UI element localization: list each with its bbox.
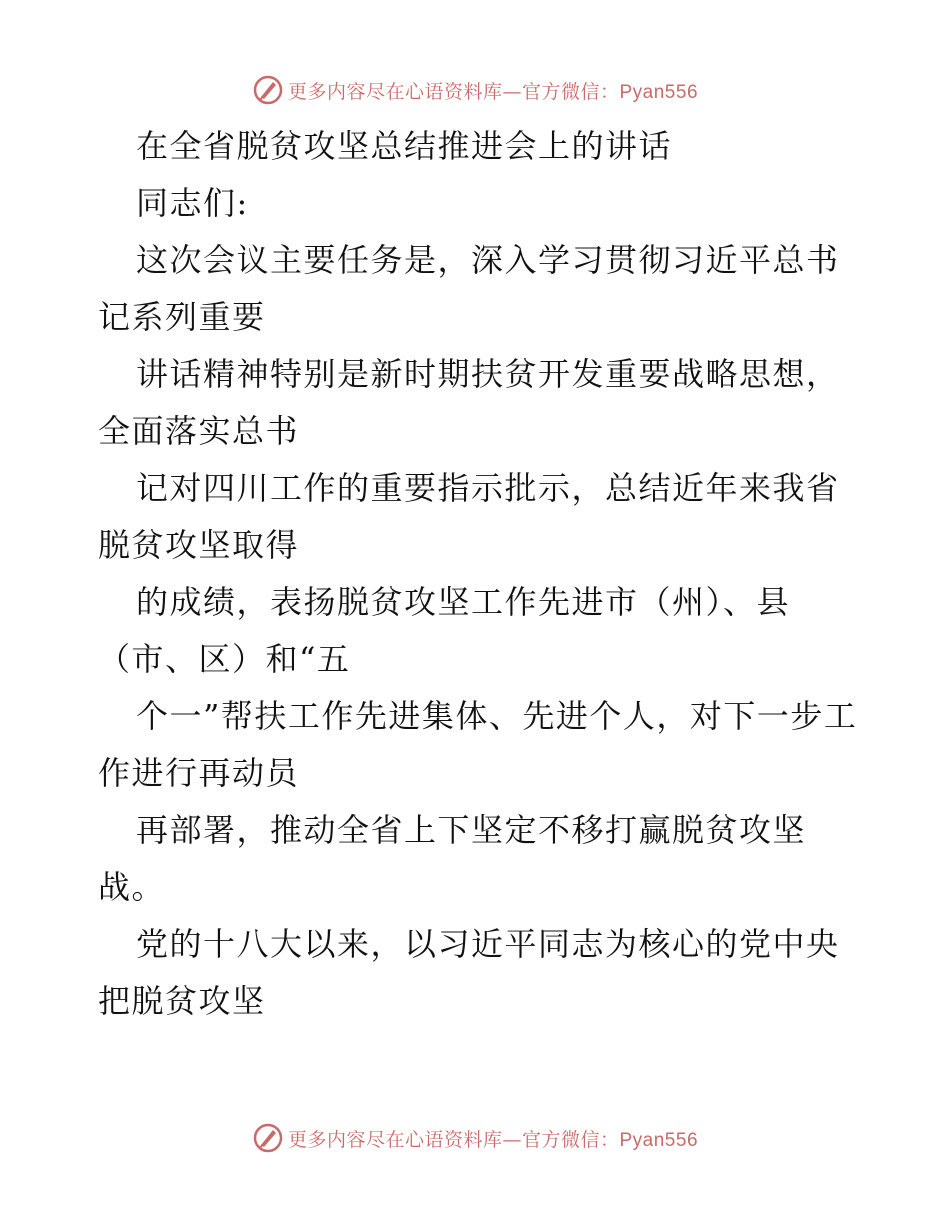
paragraph: 再部署，推动全省上下坚定不移打赢脱贫攻坚战。 — [98, 811, 807, 906]
document-body — [98, 118, 858, 1030]
paragraph: 的成绩，表扬脱贫攻坚工作先进市（州）、县（市、区）和“五 — [98, 583, 791, 678]
watermark-text — [288, 77, 698, 104]
header-watermark — [0, 70, 950, 110]
watermark-site-text: 更多内容尽在心语资料库 — [287, 80, 503, 103]
watermark-wechat-label: 官方微信： — [521, 1128, 620, 1151]
salutation: 同志们: — [136, 184, 249, 222]
watermark-text — [288, 1125, 698, 1152]
watermark-wechat-id: Pyan556 — [619, 81, 699, 103]
watermark-dash: — — [502, 1128, 522, 1151]
paragraph: 讲话精神特别是新时期扶贫开发重要战略思想，全面落实总书 — [98, 355, 840, 450]
document-title: 在全省脱贫攻坚总结推进会上的讲话 — [136, 127, 673, 165]
watermark-dash: — — [502, 80, 522, 103]
paragraph: 个一”帮扶工作先进集体、先进个人，对下一步工作进行再动员 — [98, 697, 858, 792]
paragraph: 这次会议主要任务是，深入学习贯彻习近平总书记系列重要 — [98, 241, 840, 336]
watermark-wechat-label: 官方微信： — [521, 80, 620, 103]
paragraph: 记对四川工作的重要指示批示，总结近年来我省脱贫攻坚取得 — [98, 469, 840, 564]
footer-watermark — [0, 1118, 950, 1158]
watermark-wechat-id: Pyan556 — [619, 1129, 699, 1151]
watermark-site-text: 更多内容尽在心语资料库 — [287, 1128, 503, 1151]
quill-pen-logo-icon — [252, 1122, 284, 1154]
paragraph: 党的十八大以来，以习近平同志为核心的党中央把脱贫攻坚 — [98, 925, 840, 1020]
quill-pen-logo-icon — [252, 74, 284, 106]
